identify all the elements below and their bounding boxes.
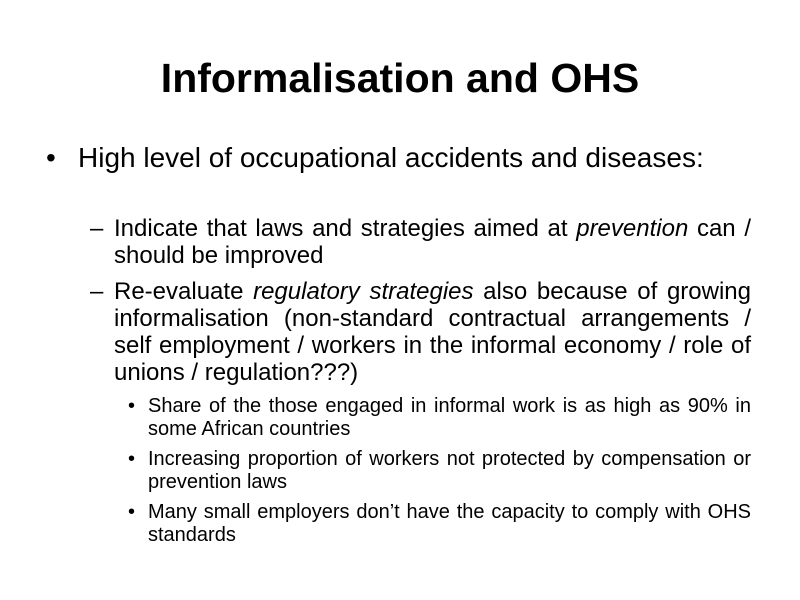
sub-bullet-point (90, 278, 751, 386)
emphasis-text: regulatory strategies (253, 278, 474, 305)
text-run: Indicate that laws and strategies aimed at (114, 215, 577, 242)
slide-title: Informalisation and OHS (160, 55, 640, 101)
sub-bullet-point (90, 215, 751, 269)
sub-sub-bullet-point (128, 448, 751, 494)
bullet-text: High level of occupational accidents and diseases: (78, 142, 704, 173)
sub-sub-bullet-text: Many small employers don’t have the capacity to comply with OHS standards (148, 501, 751, 546)
sub-sub-bullet-point (128, 501, 751, 547)
bullet-icon: • (128, 501, 136, 523)
text-run: also because of growing informalisation (non-standard contractual arrangements / self employment / workers in the informal economy / role of unions / regulation???) (114, 278, 751, 386)
bullet-icon: • (46, 142, 56, 173)
emphasis-text: prevention (576, 215, 689, 242)
sub-bullet-text (114, 215, 751, 269)
text-run: can / should be improved (114, 215, 751, 269)
bullet-point (46, 144, 750, 172)
dash-icon: – (90, 215, 104, 242)
sub-sub-bullet-text: Share of the those engaged in informal work is as high as 90% in some African countries (148, 395, 751, 440)
sub-sub-bullet-point (128, 395, 751, 441)
bullet-icon: • (128, 395, 136, 417)
bullet-icon: • (128, 448, 136, 470)
sub-sub-bullet-text: Increasing proportion of workers not protected by compensation or prevention laws (148, 448, 751, 493)
dash-icon: – (90, 278, 104, 305)
sub-bullet-text (114, 278, 751, 386)
text-run: Re-evaluate (114, 278, 254, 305)
